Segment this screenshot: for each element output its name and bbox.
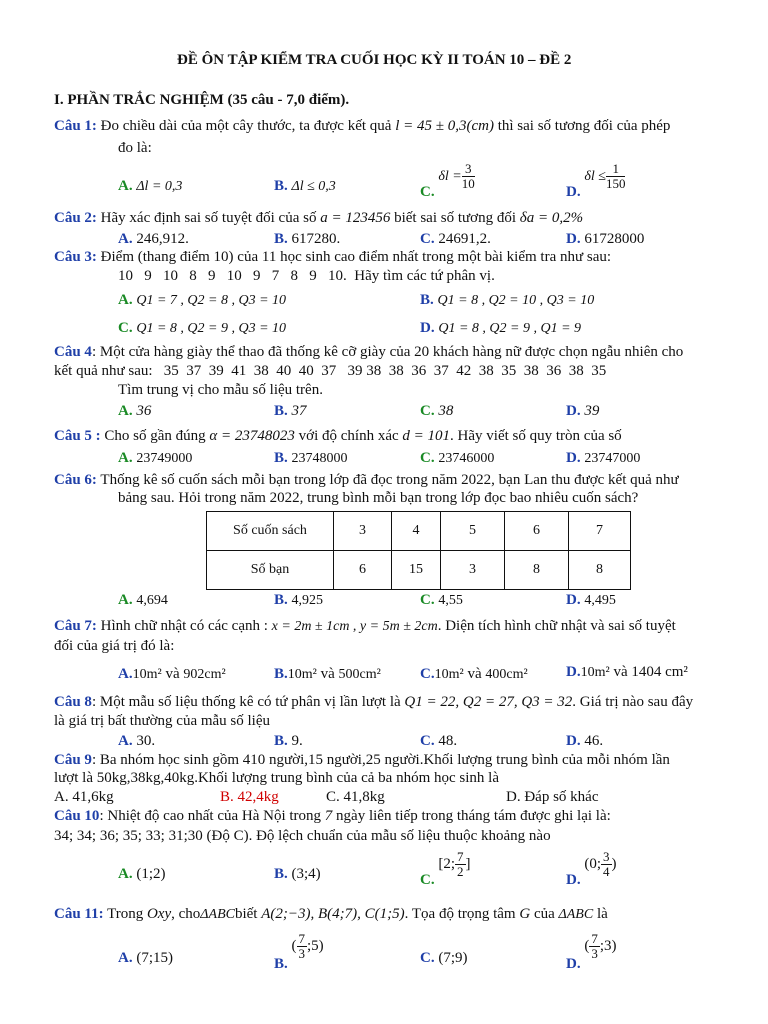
option-value: [2; bbox=[438, 855, 456, 872]
option-value: 400cm² bbox=[485, 667, 528, 682]
option-d[interactable]: D. Đáp số khác bbox=[506, 789, 599, 805]
option-d[interactable] bbox=[566, 931, 617, 972]
fraction: $\frac{3}{4}$ bbox=[603, 849, 610, 879]
option-c[interactable] bbox=[420, 231, 491, 248]
question-7 bbox=[54, 618, 676, 635]
question-text: : Một cửa hàng giày thể thao đã thống kê cỡ giày của 20 khách hàng nữ được chọn ngẫu nhiên cho bbox=[91, 344, 684, 360]
table-cell: 6 bbox=[334, 551, 392, 590]
question-text: đo là: bbox=[118, 140, 152, 156]
option-c[interactable] bbox=[420, 666, 528, 683]
table-cell: 8 bbox=[505, 551, 569, 590]
option-conj: và bbox=[613, 664, 628, 680]
option-d[interactable] bbox=[566, 403, 599, 420]
option-letter: C. bbox=[420, 733, 435, 749]
question-label: Câu 1: bbox=[54, 118, 97, 134]
math-expr: Q1 = 22, Q2 = 27, Q3 = 32 bbox=[404, 694, 573, 710]
option-b[interactable] bbox=[274, 178, 336, 195]
question-10 bbox=[54, 808, 611, 825]
option-b[interactable] bbox=[274, 450, 348, 467]
option-value: (3;4) bbox=[291, 866, 321, 882]
question-4 bbox=[54, 344, 683, 361]
table-cell: Số bạn bbox=[207, 551, 334, 590]
option-value: ( bbox=[584, 937, 590, 954]
question-6 bbox=[54, 472, 679, 489]
option-letter: C. bbox=[420, 871, 435, 888]
question-5 bbox=[54, 428, 622, 445]
question-text: biết bbox=[234, 906, 258, 922]
option-value: 36 bbox=[136, 403, 152, 419]
question-text: . Hãy viết số quy tròn của số bbox=[450, 428, 622, 444]
option-value: 48. bbox=[438, 733, 458, 749]
option-value: 246,912. bbox=[136, 231, 189, 247]
option-value: 617280. bbox=[291, 231, 341, 247]
option-d[interactable] bbox=[566, 664, 688, 681]
option-value: (0; bbox=[584, 855, 602, 872]
data-table bbox=[206, 511, 631, 590]
option-letter: B. bbox=[420, 292, 434, 308]
math-expr: 34; 34; 36; 35; 33; 31;30 bbox=[54, 828, 203, 844]
table-cell: 3 bbox=[441, 551, 505, 590]
option-a[interactable] bbox=[118, 666, 226, 683]
math-expr: α = 23748023 bbox=[209, 428, 295, 444]
question-text: Đo chiều dài của một cây thước, ta được kết quả bbox=[100, 118, 392, 134]
fraction: $\frac{1}{150}$ bbox=[605, 161, 626, 191]
question-text: Trong bbox=[107, 906, 144, 922]
question-data: 10 9 10 8 9 10 9 7 8 9 10. Hãy tìm các tứ phân vị. bbox=[118, 268, 495, 284]
option-letter: C. bbox=[420, 666, 435, 682]
option-value: 902cm² bbox=[183, 667, 226, 682]
question-label: Câu 6: bbox=[54, 472, 97, 488]
option-value: ;3) bbox=[599, 937, 617, 954]
option-value: Δl ≤ 0,3 bbox=[291, 179, 336, 194]
option-value: 46. bbox=[584, 733, 604, 749]
question-text: Cho số gần đúng bbox=[104, 428, 206, 444]
option-letter: A. bbox=[118, 950, 133, 966]
option-letter: A. bbox=[118, 866, 133, 882]
option-value: (7;15) bbox=[136, 950, 174, 966]
option-b[interactable] bbox=[274, 403, 307, 420]
option-value: (7;9) bbox=[438, 950, 468, 966]
option-value: 38 bbox=[438, 403, 454, 419]
option-letter: C. bbox=[118, 320, 133, 336]
question-text: Điểm (thang điểm 10) của 11 học sinh cao điểm nhất trong một bài kiểm tra như sau: bbox=[100, 249, 612, 265]
question-text: Thống kê số cuốn sách mỗi bạn trong lớp đã đọc trong năm 2022, bạn Lan thu được kết quả như bbox=[100, 472, 679, 488]
option-value: 4,495 bbox=[584, 593, 616, 608]
option-value: 23749000 bbox=[136, 451, 193, 466]
question-text: là bbox=[596, 906, 608, 922]
math-expr: δa = 0,2% bbox=[519, 210, 584, 226]
option-value: Q1 = 8 , Q2 = 10 , Q3 = 10 bbox=[437, 293, 595, 308]
option-value: Q1 = 8 , Q2 = 9 , Q1 = 9 bbox=[438, 321, 582, 336]
math-expr: ΔABC bbox=[200, 907, 235, 922]
table-row bbox=[207, 551, 631, 590]
option-d[interactable] bbox=[566, 231, 644, 248]
math-expr: l = 45 ± 0,3(cm) bbox=[395, 118, 494, 134]
fraction: $\frac{7}{2}$ bbox=[457, 849, 464, 879]
math-expr: 7 bbox=[324, 808, 333, 824]
fraction: $\frac{3}{10}$ bbox=[461, 161, 475, 191]
question-label: Câu 5 : bbox=[54, 428, 101, 444]
option-value: 23747000 bbox=[584, 451, 641, 466]
fraction: $\frac{7}{3}$ bbox=[591, 931, 598, 961]
option-value: Q1 = 8 , Q2 = 9 , Q3 = 10 bbox=[136, 321, 287, 336]
option-letter: A. bbox=[118, 666, 133, 682]
question-text: : Ba nhóm học sinh gồm 410 người,15 người,25 người.Khối lượng trung bình của mỗi nhóm lần bbox=[91, 752, 670, 768]
option-letter: B. bbox=[274, 592, 288, 608]
page-title: ĐỀ ÔN TẬP KIỂM TRA CUỐI HỌC KỲ II TOÁN 10 – ĐỀ 2 bbox=[177, 52, 572, 68]
question-label: Câu 3: bbox=[54, 249, 97, 265]
option-letter: C. bbox=[420, 183, 435, 200]
option-a[interactable] bbox=[118, 450, 192, 467]
option-value: 39 bbox=[584, 403, 600, 419]
option-letter: D. bbox=[566, 592, 581, 608]
question-1 bbox=[54, 118, 670, 135]
option-b[interactable] bbox=[274, 666, 381, 683]
question-text: của bbox=[533, 906, 555, 922]
option-value: Q1 = 7 , Q2 = 8 , Q3 = 10 bbox=[136, 293, 287, 308]
option-value: ] bbox=[465, 855, 471, 872]
table-cell: 4 bbox=[392, 512, 441, 551]
table-cell: 7 bbox=[569, 512, 631, 551]
option-value: 23748000 bbox=[291, 451, 348, 466]
option-letter: A. bbox=[118, 733, 133, 749]
option-letter: A. bbox=[118, 178, 133, 194]
option-value: 9. bbox=[291, 733, 303, 749]
option-d[interactable] bbox=[566, 849, 617, 888]
option-letter: A. bbox=[118, 450, 133, 466]
option-letter: C. bbox=[420, 450, 435, 466]
option-value: 4,55 bbox=[438, 593, 463, 608]
option-b[interactable] bbox=[274, 866, 321, 883]
option-conj: và bbox=[467, 666, 482, 682]
option-letter: B. bbox=[274, 450, 288, 466]
question-data: kết quả như sau: 35 37 39 41 38 40 40 37 39 38 38 36 37 42 38 35 38 36 38 35 bbox=[54, 363, 607, 379]
math-expr: ΔABC bbox=[558, 907, 594, 922]
option-value: 37 bbox=[291, 403, 307, 419]
option-value: ) bbox=[611, 855, 617, 872]
option-value: 500cm² bbox=[338, 667, 381, 682]
option-c[interactable] bbox=[420, 161, 475, 200]
option-letter: A. bbox=[118, 403, 133, 419]
question-label: Câu 4 bbox=[54, 344, 92, 360]
option-a[interactable] bbox=[118, 592, 168, 609]
question-11 bbox=[54, 906, 608, 923]
option-b[interactable] bbox=[274, 733, 303, 750]
option-letter: B. bbox=[274, 666, 288, 682]
question-label: Câu 9 bbox=[54, 752, 92, 768]
question-text: Hình chữ nhật có các cạnh : bbox=[100, 618, 268, 634]
option-c[interactable]: C. 41,8kg bbox=[326, 789, 385, 805]
question-text: là giá trị bất thường của mẫu số liệu bbox=[54, 713, 271, 729]
option-letter: B. bbox=[274, 178, 288, 194]
option-a[interactable]: A. 41,6kg bbox=[54, 789, 114, 805]
question-text: Tìm trung vị cho mẫu số liệu trên. bbox=[118, 382, 323, 398]
option-value: 10m² bbox=[580, 665, 610, 680]
option-b[interactable] bbox=[274, 592, 323, 609]
math-expr: Oxy bbox=[146, 906, 172, 922]
option-c[interactable] bbox=[420, 849, 471, 888]
option-value: Δl = 0,3 bbox=[136, 179, 183, 194]
option-letter: B. bbox=[274, 403, 288, 419]
option-letter: B. bbox=[274, 733, 288, 749]
option-a[interactable] bbox=[118, 178, 182, 195]
option-value: ;5) bbox=[307, 937, 324, 954]
option-letter: B. bbox=[274, 866, 288, 882]
option-value: 1404 cm² bbox=[631, 664, 688, 680]
question-text: biết sai số tương đối bbox=[394, 210, 516, 226]
table-cell: 15 bbox=[392, 551, 441, 590]
option-letter: D. bbox=[566, 450, 581, 466]
option-d[interactable] bbox=[566, 592, 616, 609]
question-text: : Một mẫu số liệu thống kê có tứ phân vị lần lượt là bbox=[91, 694, 401, 710]
option-d[interactable] bbox=[420, 320, 581, 337]
option-letter: B. bbox=[274, 231, 288, 247]
question-text: ngày liên tiếp trong tháng tám được ghi lại là: bbox=[336, 808, 611, 824]
option-c[interactable] bbox=[420, 450, 494, 467]
option-letter: D. bbox=[566, 231, 581, 247]
option-letter: D. bbox=[566, 955, 581, 972]
option-value: 10m² bbox=[287, 667, 317, 682]
option-b[interactable] bbox=[274, 931, 324, 972]
question-label: Câu 11: bbox=[54, 906, 104, 922]
option-c[interactable] bbox=[420, 403, 453, 420]
option-d[interactable] bbox=[566, 161, 626, 200]
option-c[interactable] bbox=[118, 320, 286, 337]
question-2 bbox=[54, 210, 583, 227]
option-letter: D. bbox=[420, 320, 435, 336]
option-value: 24691,2. bbox=[438, 231, 491, 247]
option-letter: D. bbox=[566, 871, 581, 888]
option-d[interactable] bbox=[566, 450, 640, 467]
section-heading-text: I. PHẦN TRẮC NGHIỆM (35 câu - 7,0 điểm). bbox=[54, 92, 350, 108]
question-8 bbox=[54, 694, 693, 711]
option-c[interactable] bbox=[420, 950, 468, 967]
option-letter: C. bbox=[420, 950, 435, 966]
question-data bbox=[54, 828, 551, 845]
option-a[interactable] bbox=[118, 292, 286, 309]
question-label: Câu 2: bbox=[54, 210, 97, 226]
math-expr: a = 123456 bbox=[320, 210, 391, 226]
option-a[interactable] bbox=[118, 231, 189, 248]
table-cell: 6 bbox=[505, 512, 569, 551]
fraction: $\frac{7}{3}$ bbox=[298, 931, 306, 961]
option-a[interactable] bbox=[118, 733, 155, 750]
option-letter: C. bbox=[420, 403, 435, 419]
option-letter: A. bbox=[118, 231, 133, 247]
question-text: . Diện tích hình chữ nhật và sai số tuyệt bbox=[437, 618, 676, 634]
option-letter: D. bbox=[566, 664, 581, 680]
question-text: đối của giá trị đó là: bbox=[54, 638, 175, 654]
question-text: với độ chính xác bbox=[298, 428, 399, 444]
question-text: . Giá trị nào sau đây bbox=[572, 694, 694, 710]
option-a[interactable] bbox=[118, 950, 173, 967]
option-c[interactable] bbox=[420, 592, 463, 609]
option-conj: và bbox=[165, 666, 180, 682]
question-text: (Độ C). Độ lệch chuẩn của mẫu số liệu thuộc khoảng nào bbox=[206, 828, 551, 844]
math-expr: A(2;−3), B(4;7), C(1;5) bbox=[261, 906, 405, 922]
question-text: lượt là 50kg,38kg,40kg.Khối lượng trung bình của cả ba nhóm học sinh là bbox=[54, 770, 499, 786]
option-value: δl = bbox=[438, 168, 462, 184]
question-text: , cho bbox=[171, 906, 201, 922]
option-conj: và bbox=[320, 666, 335, 682]
option-letter: A. bbox=[118, 592, 133, 608]
option-letter: D. bbox=[566, 733, 581, 749]
option-letter: D. bbox=[566, 403, 581, 419]
option-value: (1;2) bbox=[136, 866, 166, 882]
math-expr: G bbox=[519, 906, 531, 922]
option-value: 30. bbox=[136, 733, 156, 749]
option-b[interactable] bbox=[274, 231, 340, 248]
option-b[interactable] bbox=[420, 292, 594, 309]
option-value: 4,925 bbox=[291, 593, 324, 608]
table-cell: Số cuốn sách bbox=[207, 512, 334, 551]
option-a[interactable] bbox=[118, 866, 166, 883]
option-value: 10m² bbox=[132, 667, 162, 682]
question-text: bảng sau. Hỏi trong năm 2022, trung bình mỗi bạn trong lớp đọc bao nhiêu cuốn sách? bbox=[118, 490, 639, 506]
table-cell: 5 bbox=[441, 512, 505, 551]
question-9 bbox=[54, 752, 670, 769]
option-letter: C. bbox=[420, 231, 435, 247]
question-3 bbox=[54, 249, 611, 266]
table-row bbox=[207, 512, 631, 551]
table-cell: 8 bbox=[569, 551, 631, 590]
option-value: δl ≤ bbox=[584, 168, 606, 184]
option-value: ( bbox=[291, 937, 297, 954]
question-text: . Tọa độ trọng tâm bbox=[404, 906, 516, 922]
question-text: : Nhiệt độ cao nhất của Hà Nội trong bbox=[99, 808, 322, 824]
option-letter: B. bbox=[274, 955, 288, 972]
question-label: Câu 10 bbox=[54, 808, 100, 824]
option-a[interactable] bbox=[118, 403, 151, 420]
question-text: Hãy xác định sai số tuyệt đối của số bbox=[100, 210, 317, 226]
question-text: thì sai số tương đối của phép bbox=[497, 118, 671, 134]
option-d[interactable] bbox=[566, 733, 603, 750]
section-heading bbox=[54, 92, 349, 109]
option-letter: D. bbox=[566, 183, 581, 200]
math-expr: x = 2m ± 1cm , y = 5m ± 2cm bbox=[271, 619, 438, 634]
option-value: 4,694 bbox=[136, 593, 168, 608]
option-letter: A. bbox=[118, 292, 133, 308]
question-label: Câu 7: bbox=[54, 618, 97, 634]
option-value: 23746000 bbox=[438, 451, 495, 466]
option-c[interactable] bbox=[420, 733, 457, 750]
option-letter: C. bbox=[420, 592, 435, 608]
option-b[interactable]: B. 42,4kg bbox=[220, 789, 279, 805]
table-cell: 3 bbox=[334, 512, 392, 551]
option-value: 10m² bbox=[434, 667, 464, 682]
question-label: Câu 8 bbox=[54, 694, 92, 710]
math-expr: d = 101 bbox=[402, 428, 451, 444]
option-value: 61728000 bbox=[584, 231, 645, 247]
